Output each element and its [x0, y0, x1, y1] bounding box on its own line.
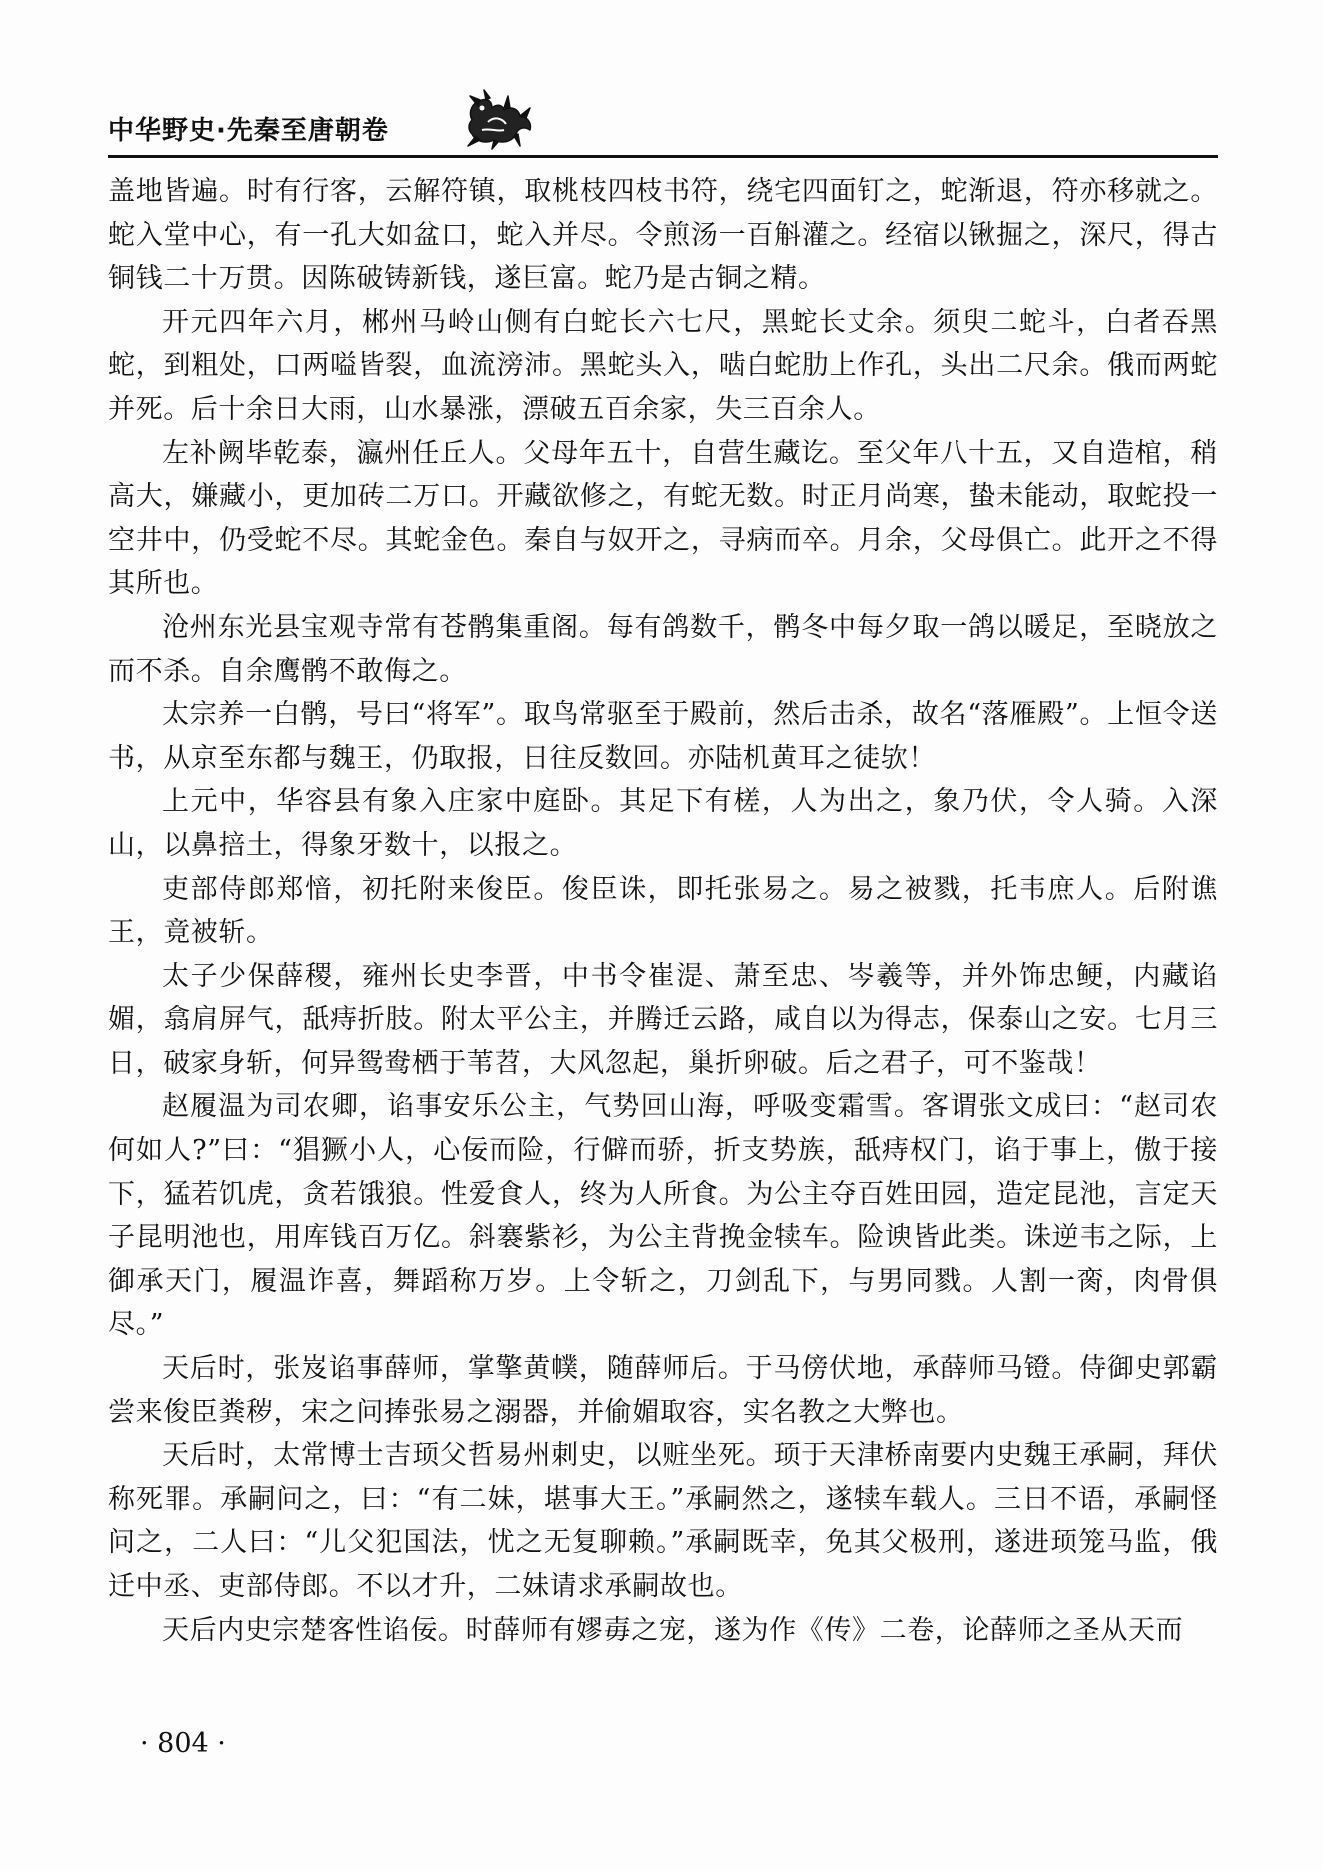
body-text — [108, 170, 1218, 1652]
paragraph: 开元四年六月，郴州马岭山侧有白蛇长六七尺，黑蛇长丈余。须臾二蛇斗，白者吞黑蛇，到粗处，口两嗌皆裂，血流滂沛。黑蛇头入，啮白蛇肋上作孔，头出二尺余。俄而两蛇并死。后十余日大雨，山水暴涨，漂破五百余家，失三百余人。 — [108, 306, 1218, 425]
paragraph: 沧州东光县宝观寺常有苍鹘集重阁。每有鸽数千，鹘冬中每夕取一鸽以暖足，至晓放之而不杀。自余鹰鹘不敢侮之。 — [108, 611, 1218, 687]
book-title: 中华野史·先秦至唐朝卷 — [108, 116, 389, 146]
header-rule — [108, 155, 1218, 158]
paragraph: 太子少保薛稷，雍州长史李晋，中书令崔湜、萧至忠、岑羲等，并外饰忠鲠，内藏谄媚，翕肩屏气，舐痔折肢。附太平公主，并腾迁云路，咸自以为得志，保泰山之安。七月三日，破家身斩，何异鸳鸯栖于苇苕，大风忽起，巢折卵破。后之君子，可不鉴哉！ — [108, 960, 1218, 1079]
paragraph: 太宗养一白鹘，号曰“将军”。取鸟常驱至于殿前，然后击杀，故名“落雁殿”。上恒令送书，从京至东都与魏王，仍取报，日往反数回。亦陆机黄耳之徒欤！ — [108, 699, 1218, 774]
running-header — [108, 84, 1218, 154]
paragraph: 上元中，华容县有象入庄家中庭卧。其足下有槎，人为出之，象乃伏，令人骑。入深山，以鼻掊土，得象牙数十，以报之。 — [108, 786, 1218, 861]
paragraph: 吏部侍郎郑愔，初托附来俊臣。俊臣诛，即托张易之。易之被戮，托韦庶人。后附谯王，竟被斩。 — [108, 873, 1218, 949]
paragraph: 左补阙毕乾泰，瀛州任丘人。父母年五十，自营生藏讫。至父年八十五，又自造棺，稍高大，嫌藏小，更加砖二万口。开藏欲修之，有蛇无数。时正月尚寒，蛰未能动，取蛇投一空井中，仍受蛇不尽。其蛇金色。秦自与奴开之，寻病而卒。月余，父母俱亡。此开之不得其所也。 — [108, 437, 1218, 600]
paragraph: 天后时，张岌谄事薛师，掌擎黄幞，随薛师后。于马傍伏地，承薛师马镫。侍御史郭霸尝来俊臣粪秽，宋之问捧张易之溺器，并偷媚取容，实名教之大弊也。 — [108, 1353, 1218, 1428]
paragraph: 天后时，太常博士吉顼父哲易州刺史，以赃坐死。顼于天津桥南要内史魏王承嗣，拜伏称死罪。承嗣问之，曰：“有二妹，堪事大王。”承嗣然之，遂犊车载人。三日不语，承嗣怪问之，二人曰：“儿父犯国法，忧之无复聊赖。”承嗣既幸，免其父极刑，遂进顼笼马监，俄迁中丞、吏部侍郎。不以才升，二妹请求承嗣故也。 — [108, 1440, 1218, 1602]
paragraph: 天后内史宗楚客性谄佞。时薛师有嫪毐之宠，遂为作《传》二卷，论薛师之圣从天而 — [162, 1614, 1184, 1646]
paragraph: 赵履温为司农卿，谄事安乐公主，气势回山海，呼吸变霜雪。客谓张文成曰：“赵司农何如人?”曰：“猖獗小人，心佞而险，行僻而骄，折支势族，舐痔权门，谄于事上，傲于接下，猛若饥虎，贪若饿狼。性爱食人，终为人所食。为公主夺百姓田园，造定昆池，言定天子昆明池也，用库钱百万亿。斜褰紫衫，为公主背挽金犊车。险谀皆此类。诛逆韦之际，上御承天门，履温诈喜，舞蹈称万岁。上令斩之，刀剑乱下，与男同戮。人割一脔，肉骨俱尽。” — [108, 1091, 1218, 1341]
paragraph: 盖地皆遍。时有行客，云解符镇，取桃枝四枝书符，绕宅四面钉之，蛇渐退，符亦移就之。蛇入堂中心，有一孔大如盆口，蛇入并尽。令煎汤一百斛灌之。经宿以锹掘之，深尺，得古铜钱二十万贯。因陈破铸新钱，遂巨富。蛇乃是古铜之精。 — [108, 176, 1218, 295]
page-number: · 804 · — [140, 1728, 226, 1759]
dragon-emblem-icon — [458, 86, 538, 150]
